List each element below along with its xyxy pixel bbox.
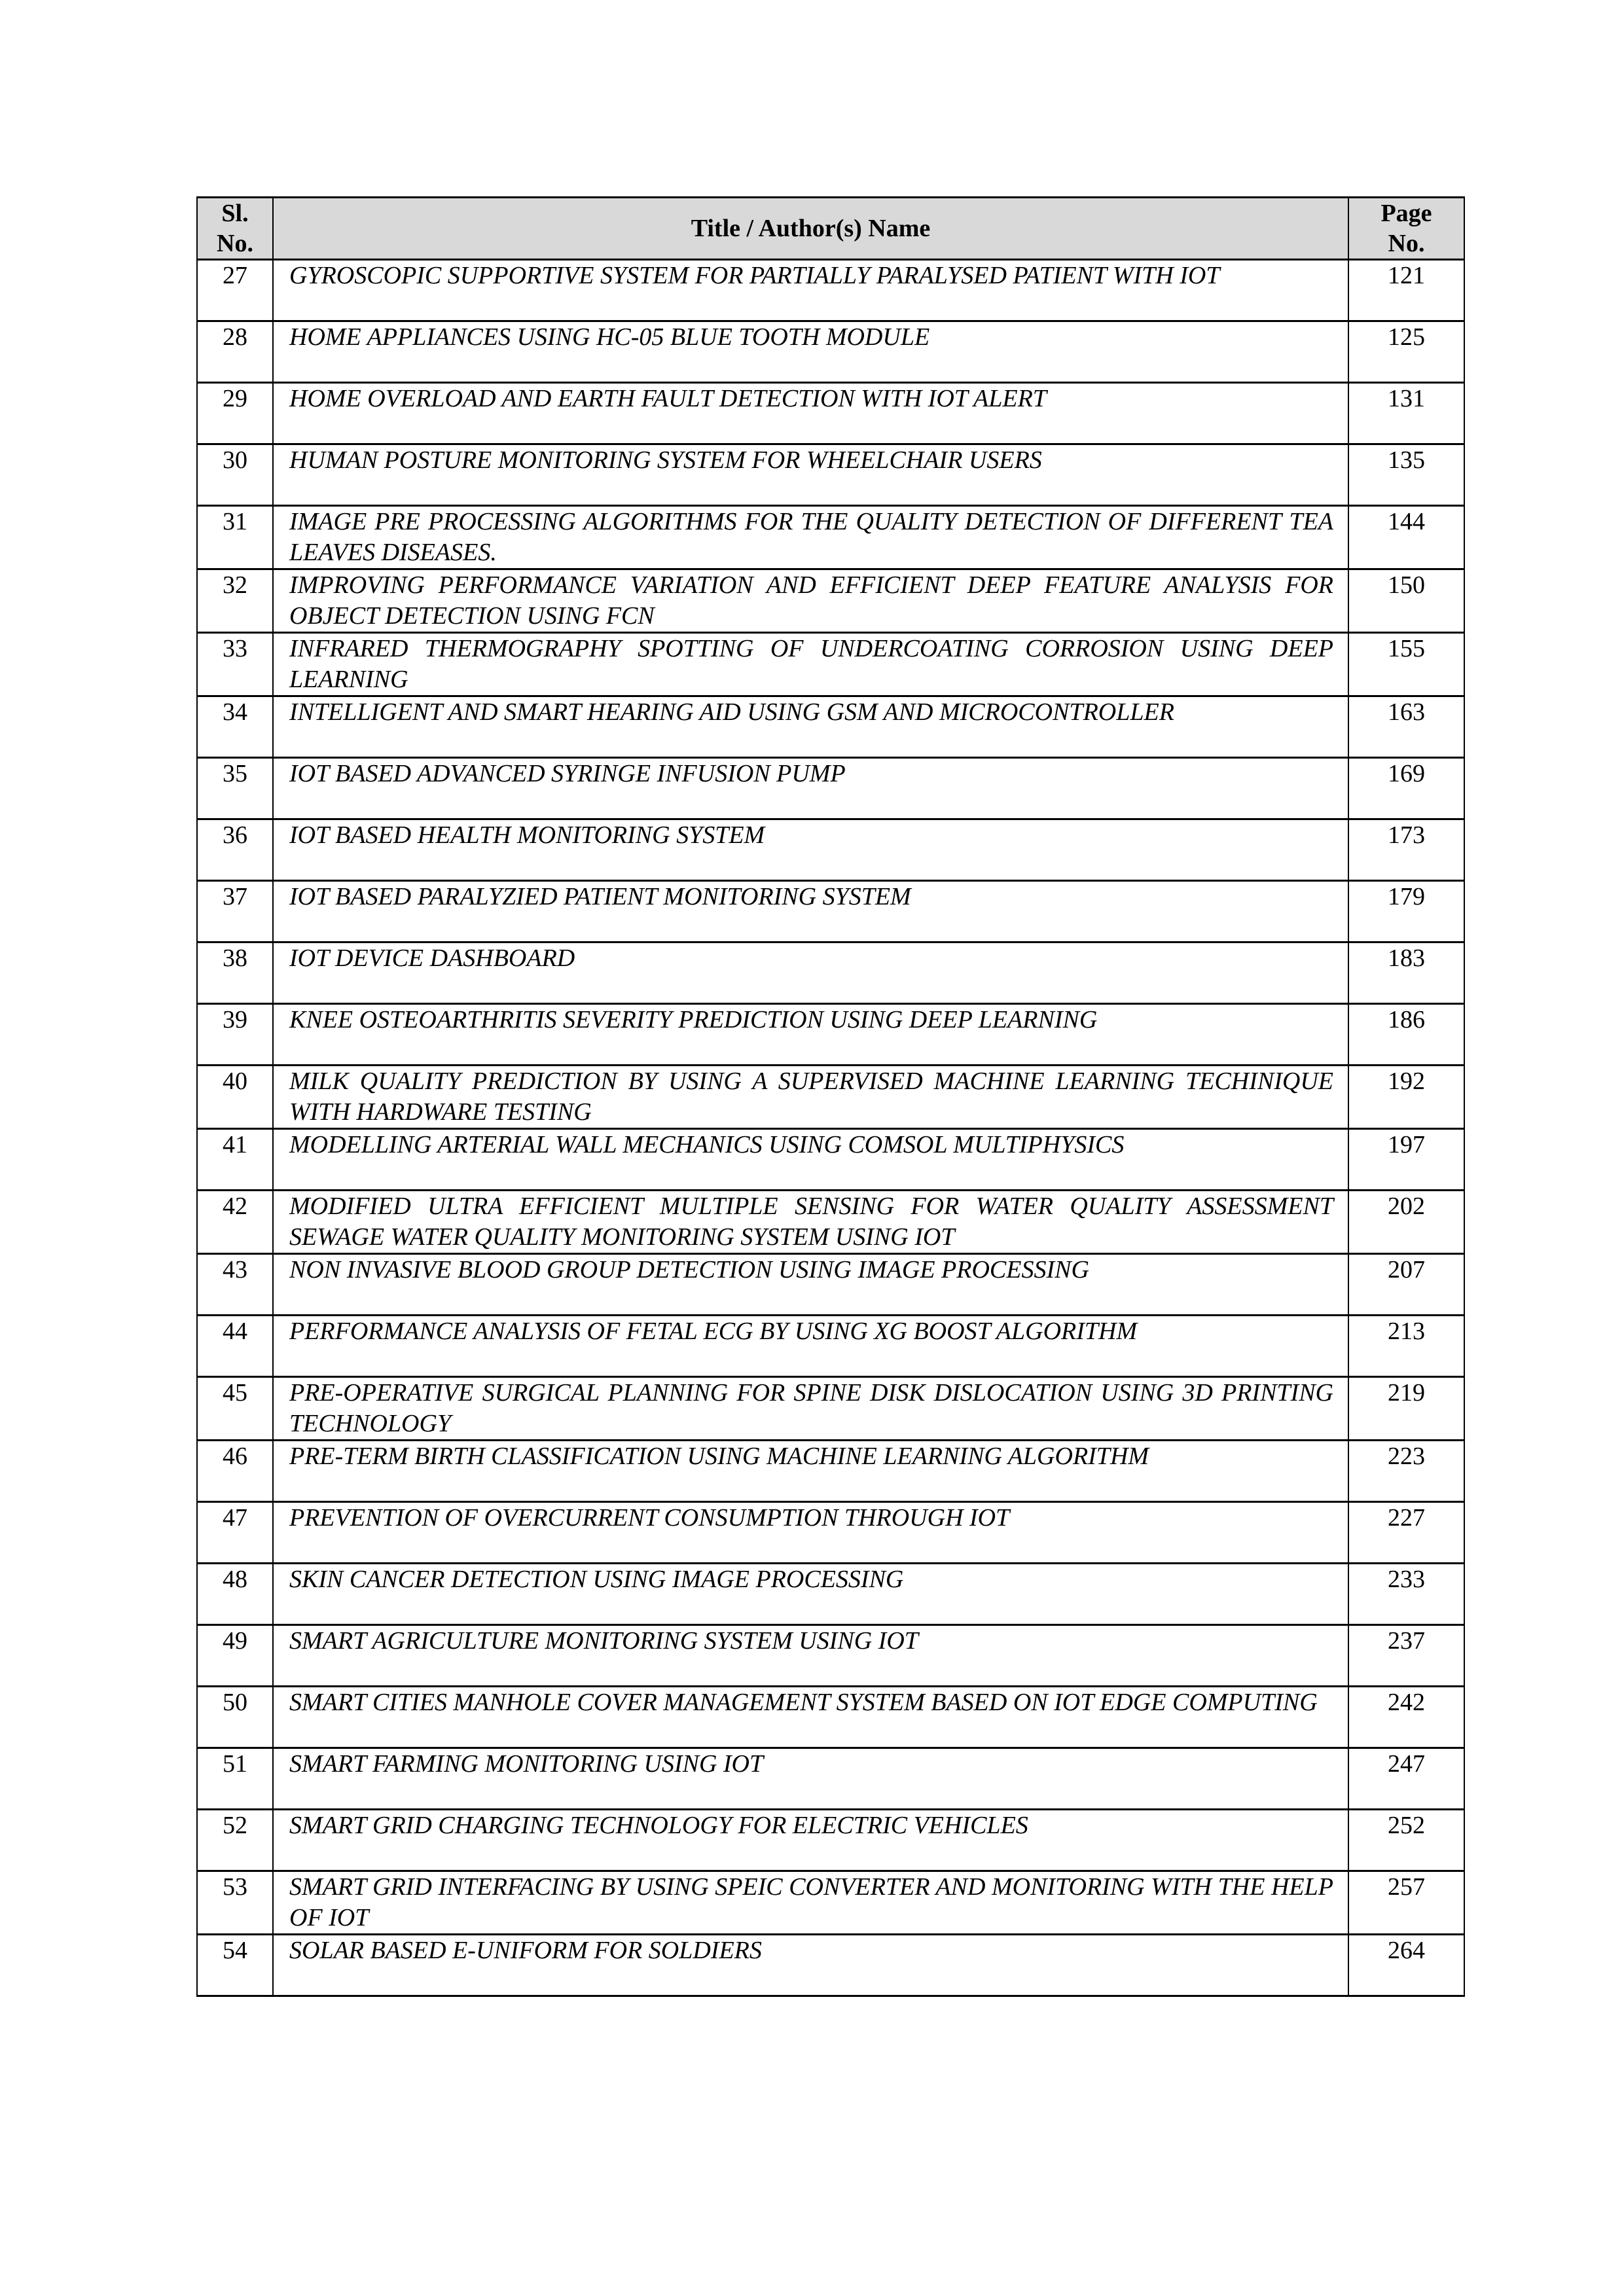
row-title: HOME OVERLOAD AND EARTH FAULT DETECTION WITH IOT ALERT — [273, 383, 1348, 444]
row-sl-no: 41 — [197, 1129, 273, 1191]
row-page-no: 202 — [1348, 1191, 1464, 1254]
row-title: PERFORMANCE ANALYSIS OF FETAL ECG BY USING XG BOOST ALGORITHM — [273, 1316, 1348, 1377]
table-row — [197, 1748, 1464, 1810]
row-title: IMAGE PRE PROCESSING ALGORITHMS FOR THE QUALITY DETECTION OF DIFFERENT TEA LEAVES DISEASES. — [273, 506, 1348, 569]
row-sl-no: 49 — [197, 1625, 273, 1687]
table-row — [197, 1191, 1464, 1254]
table-row — [197, 1441, 1464, 1502]
table-row — [197, 1810, 1464, 1871]
row-page-no: 213 — [1348, 1316, 1464, 1377]
table-row — [197, 383, 1464, 444]
row-page-no: 257 — [1348, 1871, 1464, 1935]
table-row — [197, 881, 1464, 942]
row-page-no: 144 — [1348, 506, 1464, 569]
row-sl-no: 29 — [197, 383, 273, 444]
row-sl-no: 47 — [197, 1502, 273, 1564]
row-title: HOME APPLIANCES USING HC-05 BLUE TOOTH MODULE — [273, 321, 1348, 383]
row-sl-no: 52 — [197, 1810, 273, 1871]
row-page-no: 173 — [1348, 819, 1464, 881]
row-title: NON INVASIVE BLOOD GROUP DETECTION USING IMAGE PROCESSING — [273, 1254, 1348, 1316]
row-title: SMART GRID CHARGING TECHNOLOGY FOR ELECTRIC VEHICLES — [273, 1810, 1348, 1871]
header-title: Title / Author(s) Name — [273, 198, 1348, 260]
row-title: IMPROVING PERFORMANCE VARIATION AND EFFICIENT DEEP FEATURE ANALYSIS FOR OBJECT DETECTION USING FCN — [273, 569, 1348, 633]
row-page-no: 242 — [1348, 1687, 1464, 1748]
row-title: IOT BASED ADVANCED SYRINGE INFUSION PUMP — [273, 758, 1348, 819]
row-page-no: 223 — [1348, 1441, 1464, 1502]
table-row — [197, 1625, 1464, 1687]
table-row — [197, 819, 1464, 881]
header-page-no — [1348, 198, 1464, 260]
row-page-no: 207 — [1348, 1254, 1464, 1316]
row-title: SMART CITIES MANHOLE COVER MANAGEMENT SYSTEM BASED ON IOT EDGE COMPUTING — [273, 1687, 1348, 1748]
row-sl-no: 36 — [197, 819, 273, 881]
toc-body — [197, 260, 1464, 1996]
table-of-contents — [196, 196, 1465, 1997]
row-title: SMART AGRICULTURE MONITORING SYSTEM USING IOT — [273, 1625, 1348, 1687]
row-title: MILK QUALITY PREDICTION BY USING A SUPERVISED MACHINE LEARNING TECHINIQUE WITH HARDWARE TESTING — [273, 1066, 1348, 1129]
header-page-no-line1: Page — [1380, 200, 1432, 227]
table-row — [197, 1687, 1464, 1748]
header-sl-no — [197, 198, 273, 260]
table-row — [197, 1316, 1464, 1377]
row-sl-no: 33 — [197, 633, 273, 696]
row-sl-no: 34 — [197, 696, 273, 758]
table-row — [197, 1129, 1464, 1191]
row-sl-no: 53 — [197, 1871, 273, 1935]
row-title: KNEE OSTEOARTHRITIS SEVERITY PREDICTION USING DEEP LEARNING — [273, 1004, 1348, 1066]
header-sl-no-line1: Sl. — [221, 200, 249, 227]
row-sl-no: 28 — [197, 321, 273, 383]
row-sl-no: 48 — [197, 1564, 273, 1625]
table-row — [197, 321, 1464, 383]
row-sl-no: 35 — [197, 758, 273, 819]
row-sl-no: 30 — [197, 444, 273, 506]
header-row — [197, 198, 1464, 260]
row-page-no: 237 — [1348, 1625, 1464, 1687]
row-sl-no: 50 — [197, 1687, 273, 1748]
row-page-no: 131 — [1348, 383, 1464, 444]
row-page-no: 150 — [1348, 569, 1464, 633]
row-page-no: 179 — [1348, 881, 1464, 942]
row-title: IOT BASED HEALTH MONITORING SYSTEM — [273, 819, 1348, 881]
row-title: MODIFIED ULTRA EFFICIENT MULTIPLE SENSING FOR WATER QUALITY ASSESSMENT SEWAGE WATER QUALITY MONITORING SYSTEM USING IOT — [273, 1191, 1348, 1254]
row-sl-no: 46 — [197, 1441, 273, 1502]
row-page-no: 155 — [1348, 633, 1464, 696]
table-row — [197, 942, 1464, 1004]
toc-header — [197, 198, 1464, 260]
row-page-no: 219 — [1348, 1377, 1464, 1441]
table-row — [197, 506, 1464, 569]
row-sl-no: 39 — [197, 1004, 273, 1066]
row-title: GYROSCOPIC SUPPORTIVE SYSTEM FOR PARTIALLY PARALYSED PATIENT WITH IOT — [273, 260, 1348, 321]
row-sl-no: 51 — [197, 1748, 273, 1810]
row-title: SMART GRID INTERFACING BY USING SPEIC CONVERTER AND MONITORING WITH THE HELP OF IOT — [273, 1871, 1348, 1935]
row-title: HUMAN POSTURE MONITORING SYSTEM FOR WHEELCHAIR USERS — [273, 444, 1348, 506]
row-sl-no: 40 — [197, 1066, 273, 1129]
table-row — [197, 1502, 1464, 1564]
row-title: SMART FARMING MONITORING USING IOT — [273, 1748, 1348, 1810]
row-title: SOLAR BASED E-UNIFORM FOR SOLDIERS — [273, 1935, 1348, 1996]
row-title: INTELLIGENT AND SMART HEARING AID USING GSM AND MICROCONTROLLER — [273, 696, 1348, 758]
row-sl-no: 37 — [197, 881, 273, 942]
row-title: PREVENTION OF OVERCURRENT CONSUMPTION THROUGH IOT — [273, 1502, 1348, 1564]
document-page — [196, 196, 1464, 1997]
row-title: IOT DEVICE DASHBOARD — [273, 942, 1348, 1004]
row-sl-no: 32 — [197, 569, 273, 633]
table-row — [197, 569, 1464, 633]
row-sl-no: 45 — [197, 1377, 273, 1441]
table-row — [197, 1254, 1464, 1316]
row-title: SKIN CANCER DETECTION USING IMAGE PROCESSING — [273, 1564, 1348, 1625]
row-page-no: 135 — [1348, 444, 1464, 506]
row-sl-no: 38 — [197, 942, 273, 1004]
row-page-no: 125 — [1348, 321, 1464, 383]
row-page-no: 121 — [1348, 260, 1464, 321]
row-title: PRE-OPERATIVE SURGICAL PLANNING FOR SPINE DISK DISLOCATION USING 3D PRINTING TECHNOLOGY — [273, 1377, 1348, 1441]
row-title: PRE-TERM BIRTH CLASSIFICATION USING MACHINE LEARNING ALGORITHM — [273, 1441, 1348, 1502]
table-row — [197, 633, 1464, 696]
row-title: MODELLING ARTERIAL WALL MECHANICS USING COMSOL MULTIPHYSICS — [273, 1129, 1348, 1191]
row-title: IOT BASED PARALYZIED PATIENT MONITORING SYSTEM — [273, 881, 1348, 942]
row-page-no: 247 — [1348, 1748, 1464, 1810]
header-page-no-line2: No. — [1388, 230, 1425, 257]
table-row — [197, 1871, 1464, 1935]
row-page-no: 233 — [1348, 1564, 1464, 1625]
row-page-no: 252 — [1348, 1810, 1464, 1871]
row-sl-no: 43 — [197, 1254, 273, 1316]
row-title: INFRARED THERMOGRAPHY SPOTTING OF UNDERCOATING CORROSION USING DEEP LEARNING — [273, 633, 1348, 696]
header-sl-no-line2: No. — [217, 230, 253, 257]
table-row — [197, 1564, 1464, 1625]
table-row — [197, 1066, 1464, 1129]
table-row — [197, 758, 1464, 819]
row-sl-no: 31 — [197, 506, 273, 569]
table-row — [197, 1935, 1464, 1996]
row-page-no: 169 — [1348, 758, 1464, 819]
row-page-no: 192 — [1348, 1066, 1464, 1129]
row-page-no: 197 — [1348, 1129, 1464, 1191]
row-page-no: 264 — [1348, 1935, 1464, 1996]
table-row — [197, 260, 1464, 321]
table-row — [197, 696, 1464, 758]
row-page-no: 183 — [1348, 942, 1464, 1004]
table-row — [197, 1377, 1464, 1441]
row-page-no: 227 — [1348, 1502, 1464, 1564]
table-row — [197, 1004, 1464, 1066]
row-sl-no: 44 — [197, 1316, 273, 1377]
row-sl-no: 54 — [197, 1935, 273, 1996]
row-sl-no: 27 — [197, 260, 273, 321]
table-row — [197, 444, 1464, 506]
row-sl-no: 42 — [197, 1191, 273, 1254]
row-page-no: 186 — [1348, 1004, 1464, 1066]
row-page-no: 163 — [1348, 696, 1464, 758]
